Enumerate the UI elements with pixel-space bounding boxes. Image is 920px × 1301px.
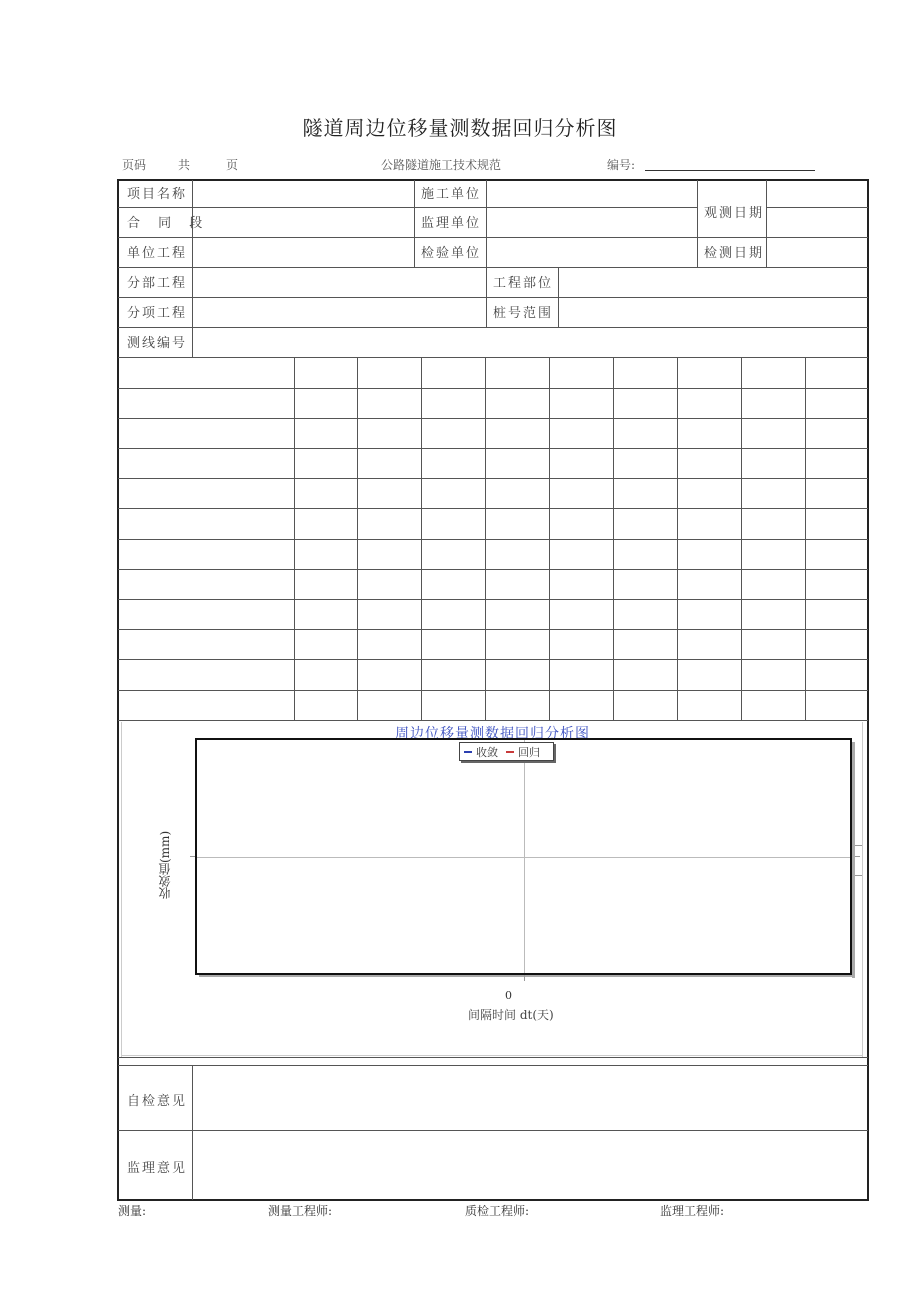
plot-shadow [852, 742, 855, 978]
construction-unit-field[interactable] [487, 181, 696, 207]
project-part-label: 工程部位 [493, 276, 554, 291]
item-project-label: 分项工程 [127, 306, 188, 321]
unit-project-field[interactable] [193, 238, 413, 267]
contract-section-field[interactable] [193, 208, 413, 237]
supervision-engineer-signature-label: 监理工程师: [660, 1204, 725, 1218]
legend-marker-regression [506, 751, 514, 753]
legend-label-convergence: 收敛 [476, 745, 498, 759]
chart-legend [459, 742, 554, 761]
observation-date-label: 观测日期 [704, 206, 765, 221]
supervision-unit-field[interactable] [487, 208, 696, 237]
sub-project-field[interactable] [193, 268, 485, 297]
x-tick-label: 0 [505, 989, 512, 1002]
item-project-field[interactable] [193, 298, 485, 327]
self-check-opinion-label: 自检意见 [127, 1094, 188, 1109]
x-tick [524, 975, 525, 981]
inspection-unit-field[interactable] [487, 238, 696, 267]
serial-number-label: 编号: [607, 158, 636, 172]
line-number-field[interactable] [193, 328, 867, 357]
supervision-unit-label: 监理单位 [421, 216, 482, 231]
x-axis-label: 间隔时间 dt(天) [468, 1008, 554, 1022]
survey-engineer-signature-label: 测量工程师: [268, 1204, 333, 1218]
chart-title: 周边位移量测数据回归分析图 [395, 726, 590, 742]
contract-section-label: 合 同 段 [127, 216, 210, 231]
station-range-field[interactable] [559, 298, 867, 327]
plot-shadow [199, 975, 855, 977]
y-tick [190, 856, 195, 857]
inspection-unit-label: 检验单位 [421, 246, 482, 261]
project-part-field[interactable] [559, 268, 867, 297]
line-number-label: 测线编号 [127, 336, 188, 351]
station-range-label: 桩号范围 [493, 306, 554, 321]
y-tick [855, 856, 860, 857]
y-tick [855, 845, 862, 846]
page-title: 隧道周边位移量测数据回归分析图 [302, 116, 618, 140]
surveyor-signature-label: 测量: [118, 1204, 147, 1218]
construction-unit-label: 施工单位 [421, 187, 482, 202]
page-unit-label: 页 [226, 158, 239, 172]
supervision-opinion-field[interactable] [193, 1131, 867, 1199]
y-axis-label: 收敛值(mm) [158, 830, 172, 900]
grid-line-vertical [524, 740, 525, 973]
self-check-opinion-field[interactable] [193, 1066, 867, 1130]
observation-date-field[interactable] [767, 181, 867, 237]
unit-project-label: 单位工程 [127, 246, 188, 261]
page-number-label: 页码 [122, 158, 147, 172]
plot-area [195, 738, 852, 975]
sub-project-label: 分部工程 [127, 276, 188, 291]
project-name-field[interactable] [193, 181, 413, 207]
legend-marker-convergence [464, 751, 472, 753]
measurement-data-table[interactable] [118, 358, 868, 720]
y-tick [855, 875, 862, 876]
quality-engineer-signature-label: 质检工程师: [465, 1204, 530, 1218]
total-label: 共 [178, 158, 191, 172]
spec-name: 公路隧道施工技术规范 [381, 158, 502, 172]
supervision-opinion-label: 监理意见 [127, 1161, 188, 1176]
inspection-date-field[interactable] [767, 238, 867, 267]
project-name-label: 项目名称 [127, 187, 188, 202]
inspection-date-label: 检测日期 [704, 246, 765, 261]
legend-label-regression: 回归 [518, 745, 540, 759]
serial-number-field[interactable] [645, 170, 815, 171]
